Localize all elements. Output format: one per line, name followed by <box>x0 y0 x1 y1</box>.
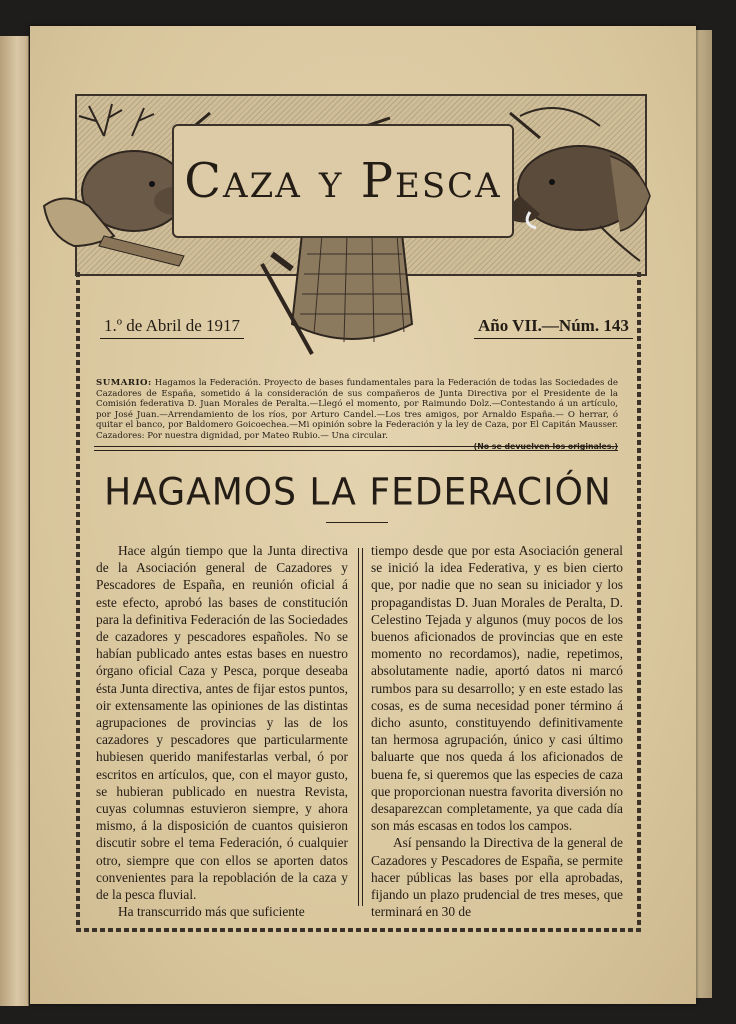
page-edge <box>694 30 712 998</box>
double-rule <box>94 446 618 451</box>
summary-note: (No se devuelven los originales.) <box>473 441 618 451</box>
summary-block <box>96 378 618 452</box>
article-column-right <box>371 542 623 920</box>
article-paragraph: Ha transcurrido más que suficiente <box>118 904 305 920</box>
frame-border-right <box>637 272 641 930</box>
issue-date: 1.º de Abril de 1917 <box>100 316 244 339</box>
frame-border-left <box>76 272 80 930</box>
article-paragraph: tiempo desde que por esta Asociación general se inició la idea Federativa, y es bien cierto que, por nadie que no sean su iniciador y los propagandistas D. Juan Morales de Peralta, D. Celestino Tejada y algunos (muy pocos de los buenos aficionados de provincias que en este momento no recordamos), nadie, repetimos, absolutamente nadie, aportó datos ni marcó rumbos para su desarrollo; y en este estado las cosas, es de suma necesidad poner término á dicho asunto, constituyendo definitivamente tan hermosa agrupación, único y casi último baluarte que nos queda á los aficionados de buena fe, si queremos que las especies de caza que proporcionan nuestra favorita diversión no desaparezcan completamente, ya que cada día son más escasas en todos los campos. <box>371 543 623 834</box>
article-column-left <box>96 542 348 920</box>
column-divider <box>358 548 363 906</box>
issue-number: Año VII.—Núm. 143 <box>474 316 633 339</box>
game-bag-illustration <box>252 224 442 374</box>
article-paragraph: Hace algún tiempo que la Junta directiva de la Asociación general de Cazadores y Pescadores de España, en reunión oficial á este efecto, aprobó las bases de constitución para la definitiva Federación de las Sociedades de cazadores y pescadores españoles. No se habían publicado antes estas bases en nuestro órgano oficial Caza y Pesca, porque deseaba ésta Junta directiva, antes de fijar estos puntos, oir extensamente las opiniones de las distintas agrupaciones de provincias y las de los cazadores y pescadores que particularmente hubiesen querido manifestarlas verbal, ó por escritos en artículos, que, con el mayor gusto, se hubieran publicado en nuestra Revista, cuyas columnas estuvieron siempre, y ahora mismo, á la disposición de cuantos quisieron discutir sobre el tema Federación, ó cualquier otro, siempre que con ellos se aporten datos convenientes para la repoblación de la caza y de la pesca fluvial. <box>96 543 348 903</box>
summary-label: SUMARIO: <box>96 378 152 388</box>
frame-border-bottom <box>76 928 641 932</box>
left-facing-page <box>0 36 29 1006</box>
headline-rule <box>326 522 388 523</box>
masthead-title: Caza y Pesca <box>184 153 502 209</box>
article-headline: HAGAMOS LA FEDERACIÓN <box>104 470 612 515</box>
article-paragraph: Así pensando la Directiva de la general de Cazadores y Pescadores de España, se permite hacer públicas las bases por ella aprobadas, fijando un plazo prudencial de tres meses, que terminará en 30 de <box>371 835 623 920</box>
summary-text: Hagamos la Federación. Proyecto de bases fundamentales para la Federación de todas las Sociedades de Cazadores de España, sometido á la consideración de sus compañeros de Junta Directiva por el Presidente de la Comisión federativa D. Juan Morales de Peralta.—Llegó el momento, por Raimundo Dolz.—Contestando á un artículo, por José Juan.—Arrendamiento de los ríos, por Arturo Candel.—Los tres amigos, por Arnaldo España.— O herrar, ó quitar el banco, por Baldomero Goicoechea.—Mi opinión sobre la Federación y la ley de Caza, por El Capitán Mausser. Cazadores: Por nuestra dignidad, por Mateo Rubio.— Una circular. <box>96 378 618 441</box>
masthead-title-plate <box>172 124 514 238</box>
